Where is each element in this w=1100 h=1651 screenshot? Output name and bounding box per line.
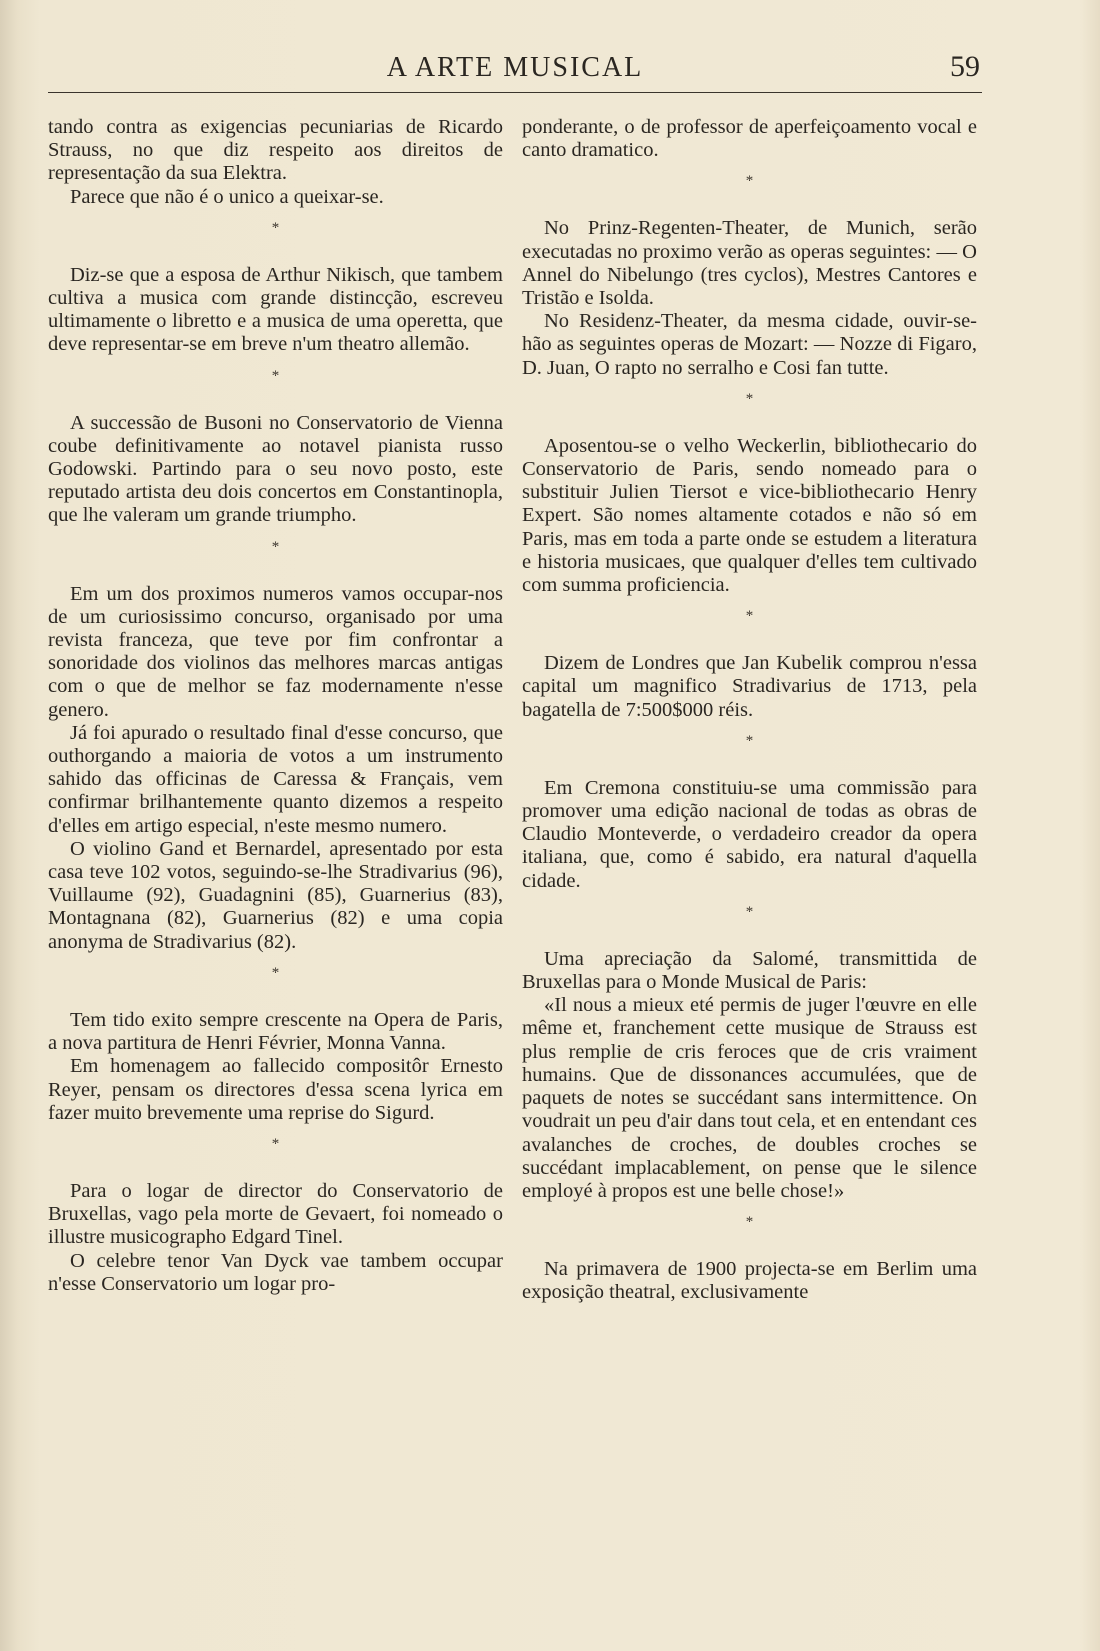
section-separator: * — [745, 173, 754, 190]
section-separator: * — [271, 1135, 280, 1152]
paragraph: tando contra as exigencias pecuniarias de Ricardo Strauss, no que diz respeito aos direitos de representação da sua Elektra. — [48, 116, 503, 185]
running-title: A ARTE MUSICAL — [386, 52, 644, 83]
paragraph: Em um dos proximos numeros vamos occupar-nos de um curiosissimo concurso, organisado por uma revista franceza, que teve por fim confrontar a sonoridade dos violinos das melhores marcas antigas com o que de melhor se faz modernamente n'esse genero. — [48, 582, 503, 721]
section-separator: * — [745, 1214, 754, 1231]
section-separator: * — [745, 608, 754, 625]
news-item — [522, 1258, 977, 1304]
paragraph: «Il nous a mieux eté permis de juger l'œuvre en elle même et, franchement cette musique de Strauss est plus remplie de cris feroces que de cris vraiment humains. Que de dissonances accumulées, que de paquets de notes se succédant sans intermittence. On voudrait un peu d'air dans tout cela, et en entendant ces avalanches de croches, de doubles croches se succédant implacablement, on pense que le silence employé à propos est une belle chose!» — [522, 994, 977, 1202]
news-item — [48, 412, 503, 528]
news-item — [48, 116, 503, 209]
page-number: 59 — [950, 50, 980, 83]
news-item — [522, 435, 977, 597]
section-separator: * — [271, 367, 280, 384]
section-separator: * — [745, 732, 754, 749]
header-rule — [48, 92, 982, 93]
paragraph: Tem tido exito sempre crescente na Opera de Paris, a nova partitura de Henri Février, Monna Vanna. — [48, 1008, 503, 1055]
paragraph: Já foi apurado o resultado final d'esse concurso, que outhorgando a maioria de votos a um instrumento sahido das officinas de Caressa & Français, vem confirmar brilhantemente quanto dizemos a respeito d'elles em artigo especial, n'este mesmo numero. — [48, 721, 503, 837]
paragraph: Parece que não é o unico a queixar-se. — [70, 185, 384, 208]
paragraph: No Residenz-Theater, da mesma cidade, ouvir-se-hão as seguintes operas de Mozart: — Nozze di Figaro, D. Juan, O rapto no serralho e Cosi fan tutte. — [522, 310, 977, 379]
news-item — [48, 583, 503, 954]
paragraph: Dizem de Londres que Jan Kubelik comprou n'essa capital um magnifico Stradivarius de 1713, pela bagatella de 7:500$000 réis. — [522, 652, 977, 721]
paragraph: Em Cremona constituiu-se uma commissão para promover uma edição nacional de todas as obras de Claudio Monteverde, o verdadeiro creador da opera italiana, que, como é sabido, era natural d'aquella cidade. — [522, 776, 977, 892]
right-column — [522, 116, 977, 1305]
section-separator: * — [745, 903, 754, 920]
left-column — [48, 116, 503, 1296]
paragraph: Uma apreciação da Salomé, transmittida de Bruxellas para o Monde Musical de Paris: — [522, 947, 977, 994]
page-header — [50, 52, 980, 92]
paragraph: Na primavera de 1900 projecta-se em Berlim uma exposição theatral, exclusivamente — [522, 1258, 977, 1304]
news-item — [522, 948, 977, 1203]
news-item — [522, 116, 977, 162]
section-separator: * — [271, 219, 280, 236]
paragraph: A successão de Busoni no Conservatorio de Vienna coube definitivamente ao notavel pianista russo Godowski. Partindo para o seu novo posto, este reputado artista deu dois concertos em Constantinopla, que lhe valeram um grande triumpho. — [48, 411, 503, 527]
section-separator: * — [271, 538, 280, 555]
news-item — [48, 1009, 503, 1125]
news-item — [522, 777, 977, 893]
paragraph: No Prinz-Regenten-Theater, de Munich, serão executadas no proximo verão as operas seguintes: — O Annel do Nibelungo (tres cyclos), Mestres Cantores e Tristão e Isolda. — [522, 217, 977, 310]
paragraph: Aposentou-se o velho Weckerlin, bibliothecario do Conservatorio de Paris, sendo nomeado para o substituir Julien Tiersot e vice-bibliothecario Henry Expert. São nomes altamente cotados e não só em Paris, mas em toda a parte onde se estudem a literatura e historia musicaes, que qualquer d'elles tem cultivado com summa proficiencia. — [522, 434, 977, 597]
paragraph: O celebre tenor Van Dyck vae tambem occupar n'esse Conservatorio um logar pro- — [48, 1249, 503, 1295]
paragraph: O violino Gand et Bernardel, apresentado por esta casa teve 102 votos, seguindo-se-lhe Stradivarius (96), Vuillaume (92), Guadagnini (85), Guarnerius (83), Montagnana (82), Guarnerius (82) e uma copia anonyma de Stradivarius (82). — [48, 837, 503, 953]
paragraph: ponderante, o de professor de aperfeiçoamento vocal e canto dramatico. — [522, 116, 977, 162]
news-item — [522, 652, 977, 722]
news-item — [48, 264, 503, 357]
paragraph: Em homenagem ao fallecido compositôr Ernesto Reyer, pensam os directores d'essa scena lyrica em fazer muito brevemente uma reprise do Sigurd. — [48, 1055, 503, 1124]
section-separator: * — [271, 964, 280, 981]
news-item — [48, 1180, 503, 1296]
paragraph: Diz-se que a esposa de Arthur Nikisch, que tambem cultiva a musica com grande distincção, escreveu ultimamente o libretto e a musica de uma operetta, que deve representar-se em breve n'um theatro allemão. — [48, 263, 503, 356]
news-item — [522, 217, 977, 379]
paragraph: Para o logar de director do Conservatorio de Bruxellas, vago pela morte de Gevaert, foi nomeado o illustre musicographo Edgard Tinel. — [48, 1179, 503, 1249]
section-separator: * — [745, 390, 754, 407]
